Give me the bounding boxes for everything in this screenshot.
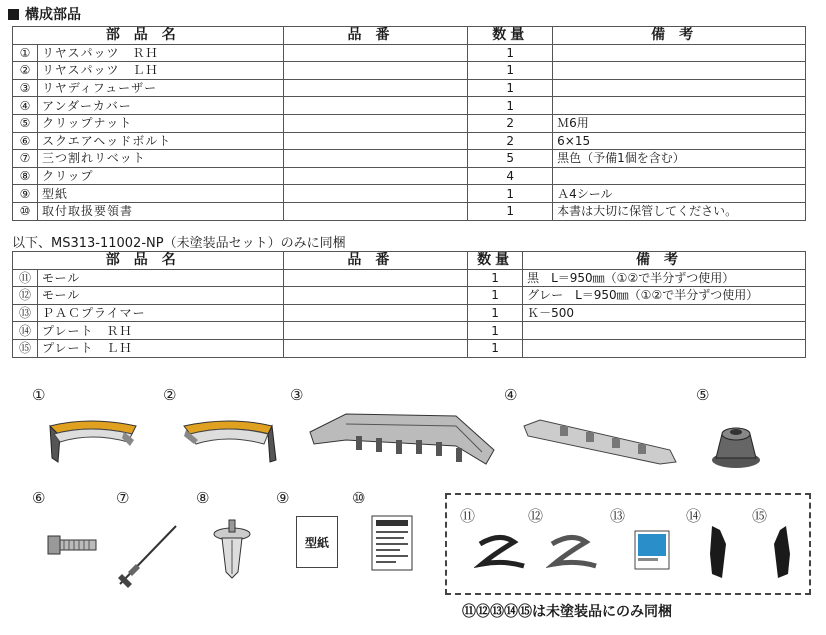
rear-diffuser-image [306,410,496,470]
table-row [13,202,806,220]
part-label-7: ⑦ [116,489,130,507]
unpainted-parts-table [12,251,806,358]
row-qty: 1 [468,304,523,322]
row-remarks: グレー L＝950㎜（①②で半分ずつ使用） [523,287,806,305]
row-number: ⑩ [13,202,38,220]
row-name: リヤスパッツ ＬＨ [37,62,283,80]
row-remarks: Ａ4シール [553,185,806,203]
row-qty: 5 [468,150,553,168]
header-qty: 数量 [468,27,553,45]
row-qty: 4 [468,167,553,185]
row-qty: 1 [468,79,553,97]
row-part-no [283,287,468,305]
table-row [13,322,806,340]
row-number: ⑨ [13,185,38,203]
part-label-10: ⑩ [352,489,366,507]
row-number: ⑦ [13,150,38,168]
part-label-6: ⑥ [32,489,46,507]
row-qty: 1 [468,202,553,220]
row-remarks [523,322,806,340]
row-remarks: 黒色（予備1個を含む） [553,150,806,168]
header-remarks: 備考 [553,27,806,45]
row-name: 取付取扱要領書 [37,202,283,220]
row-part-no [283,304,468,322]
row-qty: 1 [468,269,523,287]
part-label-14: ⑭ [686,507,702,525]
row-remarks [553,97,806,115]
manual-booklet-image [370,514,414,572]
row-qty: 1 [468,287,523,305]
row-number: ⑥ [13,132,38,150]
table-row [13,97,806,115]
row-number: ⑫ [13,287,38,305]
row-number: ④ [13,97,38,115]
table-row [13,287,806,305]
table-row [13,79,806,97]
row-part-no [283,322,468,340]
header-part-no: 品番 [283,252,468,270]
part-label-1: ① [32,386,46,404]
row-name: クリップナット [37,114,283,132]
clip-nut-image [708,418,764,470]
header-remarks: 備考 [523,252,806,270]
rivet-image [112,522,182,592]
row-part-no [283,167,468,185]
row-name: プレート ＬＨ [37,339,283,357]
template-sheet-image [296,516,338,568]
row-number: ② [13,62,38,80]
row-remarks: Ｍ6用 [553,114,806,132]
row-name: リヤスパッツ ＲＨ [37,44,283,62]
table-row [13,304,806,322]
pac-primer-image [634,530,670,570]
row-remarks: 6×15 [553,132,806,150]
table-row [13,269,806,287]
row-part-no [283,132,468,150]
table-row [13,339,806,357]
row-name: 型紙 [37,185,283,203]
parts-table [12,26,806,221]
header-name: 部品名 [13,27,284,45]
row-name: アンダーカバー [37,97,283,115]
row-name: プレート ＲＨ [37,322,283,340]
row-part-no [283,114,468,132]
part-label-4: ④ [504,386,518,404]
row-part-no [283,79,468,97]
row-name: クリップ [37,167,283,185]
row-qty: 1 [468,185,553,203]
row-part-no [283,185,468,203]
row-name: 三つ割れリベット [37,150,283,168]
row-qty: 1 [468,62,553,80]
row-remarks [553,62,806,80]
row-remarks [553,167,806,185]
row-number: ⑪ [13,269,38,287]
table-header-row [13,252,806,270]
table-row [13,167,806,185]
footnote: ⑪⑫⑬⑭⑮は未塗装品にのみ同梱 [462,604,672,620]
row-part-no [283,339,468,357]
table-row [13,62,806,80]
row-name: ＰＡＣプライマー [37,304,283,322]
row-part-no [283,62,468,80]
header-name: 部品名 [13,252,284,270]
table-row [13,132,806,150]
row-part-no [283,269,468,287]
row-number: ⑧ [13,167,38,185]
table-row [13,185,806,203]
table-row [13,114,806,132]
row-number: ③ [13,79,38,97]
table-header-row [13,27,806,45]
row-remarks [553,79,806,97]
plate-rh-image [706,524,730,580]
rear-spat-lh-image [180,414,280,468]
row-remarks [553,44,806,62]
header-part-no: 品番 [283,27,468,45]
row-qty: 2 [468,114,553,132]
row-qty: 1 [468,97,553,115]
row-part-no [283,44,468,62]
table-row [13,44,806,62]
heading-text: 構成部品 [25,7,81,23]
row-remarks: Ｋ－500 [523,304,806,322]
under-cover-image [520,414,680,468]
row-qty: 1 [468,44,553,62]
row-number: ⑤ [13,114,38,132]
part-label-5: ⑤ [696,386,710,404]
template-label: 型紙 [304,535,329,550]
row-part-no [283,202,468,220]
row-remarks: 本書は大切に保管してください。 [553,202,806,220]
row-qty: 1 [468,339,523,357]
row-name: スクエアヘッドボルト [37,132,283,150]
part-label-3: ③ [290,386,304,404]
table-row [13,150,806,168]
part-label-2: ② [163,386,177,404]
row-number: ⑮ [13,339,38,357]
row-number: ⑭ [13,322,38,340]
row-part-no [283,150,468,168]
mould-grey-image [546,534,602,574]
row-remarks [523,339,806,357]
plate-lh-image [770,524,794,580]
part-label-11: ⑪ [460,507,476,525]
section-heading [8,4,81,24]
row-number: ⑬ [13,304,38,322]
row-qty: 2 [468,132,553,150]
header-qty: 数量 [468,252,523,270]
part-label-8: ⑧ [196,489,210,507]
subheading: 以下、MS313-11002-NP（未塗装品セット）のみに同梱 [12,236,346,251]
row-part-no [283,97,468,115]
rear-spat-rh-image [44,412,144,468]
part-label-15: ⑮ [752,507,768,525]
row-name: モール [37,287,283,305]
clip-image [212,518,252,580]
row-remarks: 黒 L＝950㎜（①②で半分ずつ使用） [523,269,806,287]
row-qty: 1 [468,322,523,340]
square-head-bolt-image [46,530,98,560]
part-label-9: ⑨ [276,489,290,507]
row-name: モール [37,269,283,287]
heading-square-icon [8,9,19,20]
row-number: ① [13,44,38,62]
row-name: リヤディフューザー [37,79,283,97]
part-label-12: ⑫ [528,507,544,525]
part-label-13: ⑬ [610,507,626,525]
mould-black-image [474,534,530,574]
